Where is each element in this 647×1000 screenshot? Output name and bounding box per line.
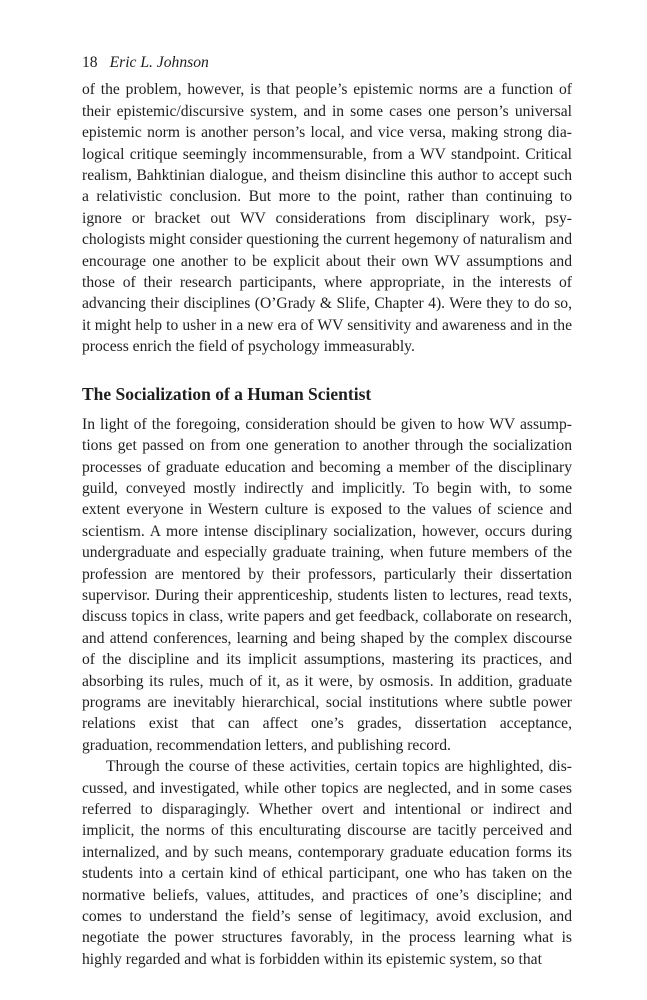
page-number: 18 [82,54,98,71]
body-paragraph: In light of the foregoing, consideration should be given to how WV assumptions get passed on from one generation to another through the socialization processes of graduate education and becoming a member of the disciplinary guild, conveyed mostly indirectly and implicitly. To begin with, to some extent everyone in Western culture is exposed to the values of science and scientism. A more intense disciplinary socialization, however, occurs during undergraduate and especially graduate training, when future members of the profession are mentored by their professors, particularly their dissertation supervisor. During their apprenticeship, students listen to lectures, read texts, discuss topics in class, write papers and get feedback, collaborate on research, and attend conferences, learning and being shaped by the complex discourse of the discipline and its implicit assumptions, mastering its practices, and absorbing its rules, much of it, as it were, by osmosis. In addition, graduate programs are inevitably hierarchical, social institutions where subtle power relations exist that can affect one’s grades, dissertation acceptance, graduation, recommendation letters, and publishing record. [82,415,572,754]
body-paragraph: of the problem, however, is that people’s epistemic norms are a function of their epistemic/discursive system, and in some cases one person’s universal epistemic norm is another person’s local, and vice versa, making strong dialogical critique seemingly incommensurable, from a WV standpoint. Critical realism, Bahktinian dialogue, and theism disincline this author to accept such a relativistic conclusion. But more to the point, rather than continuing to ignore or bracket out WV considerations from disciplinary work, psychologists might consider questioning the current hegemony of naturalism and encourage one another to be explicit about their own WV assumptions and those of their research participants, where appropriate, in the interests of advancing their disciplines (O’Grady & Slife, Chapter 4). Were they to do so, it might help to usher in a new era of WV sensitivity and awareness and in the process enrich the field of psychology immeasurably. [82,81,572,356]
section-heading: The Socialization of a Human Scientist [82,383,372,404]
book-page [82,52,572,970]
running-head-author: Eric L. Johnson [109,54,209,71]
running-head [82,52,572,73]
body-paragraph: Through the course of these activities, certain topics are highlighted, discussed, and investigated, while other topics are neglected, and in some cases referred to disparagingly. Whether overt and intentional or indirect and implicit, the norms of this enculturating discourse are tacitly perceived and internalized, and by such means, contemporary graduate education forms its students into a certain kind of ethical participant, one who has taken on the normative beliefs, values, attitudes, and practices of one’s discipline; and comes to understand the field’s sense of legitimacy, avoid exclusion, and negotiate the power structures favorably, in the process learning what is highly regarded and what is forbidden within its epistemic system, so that [82,758,572,968]
